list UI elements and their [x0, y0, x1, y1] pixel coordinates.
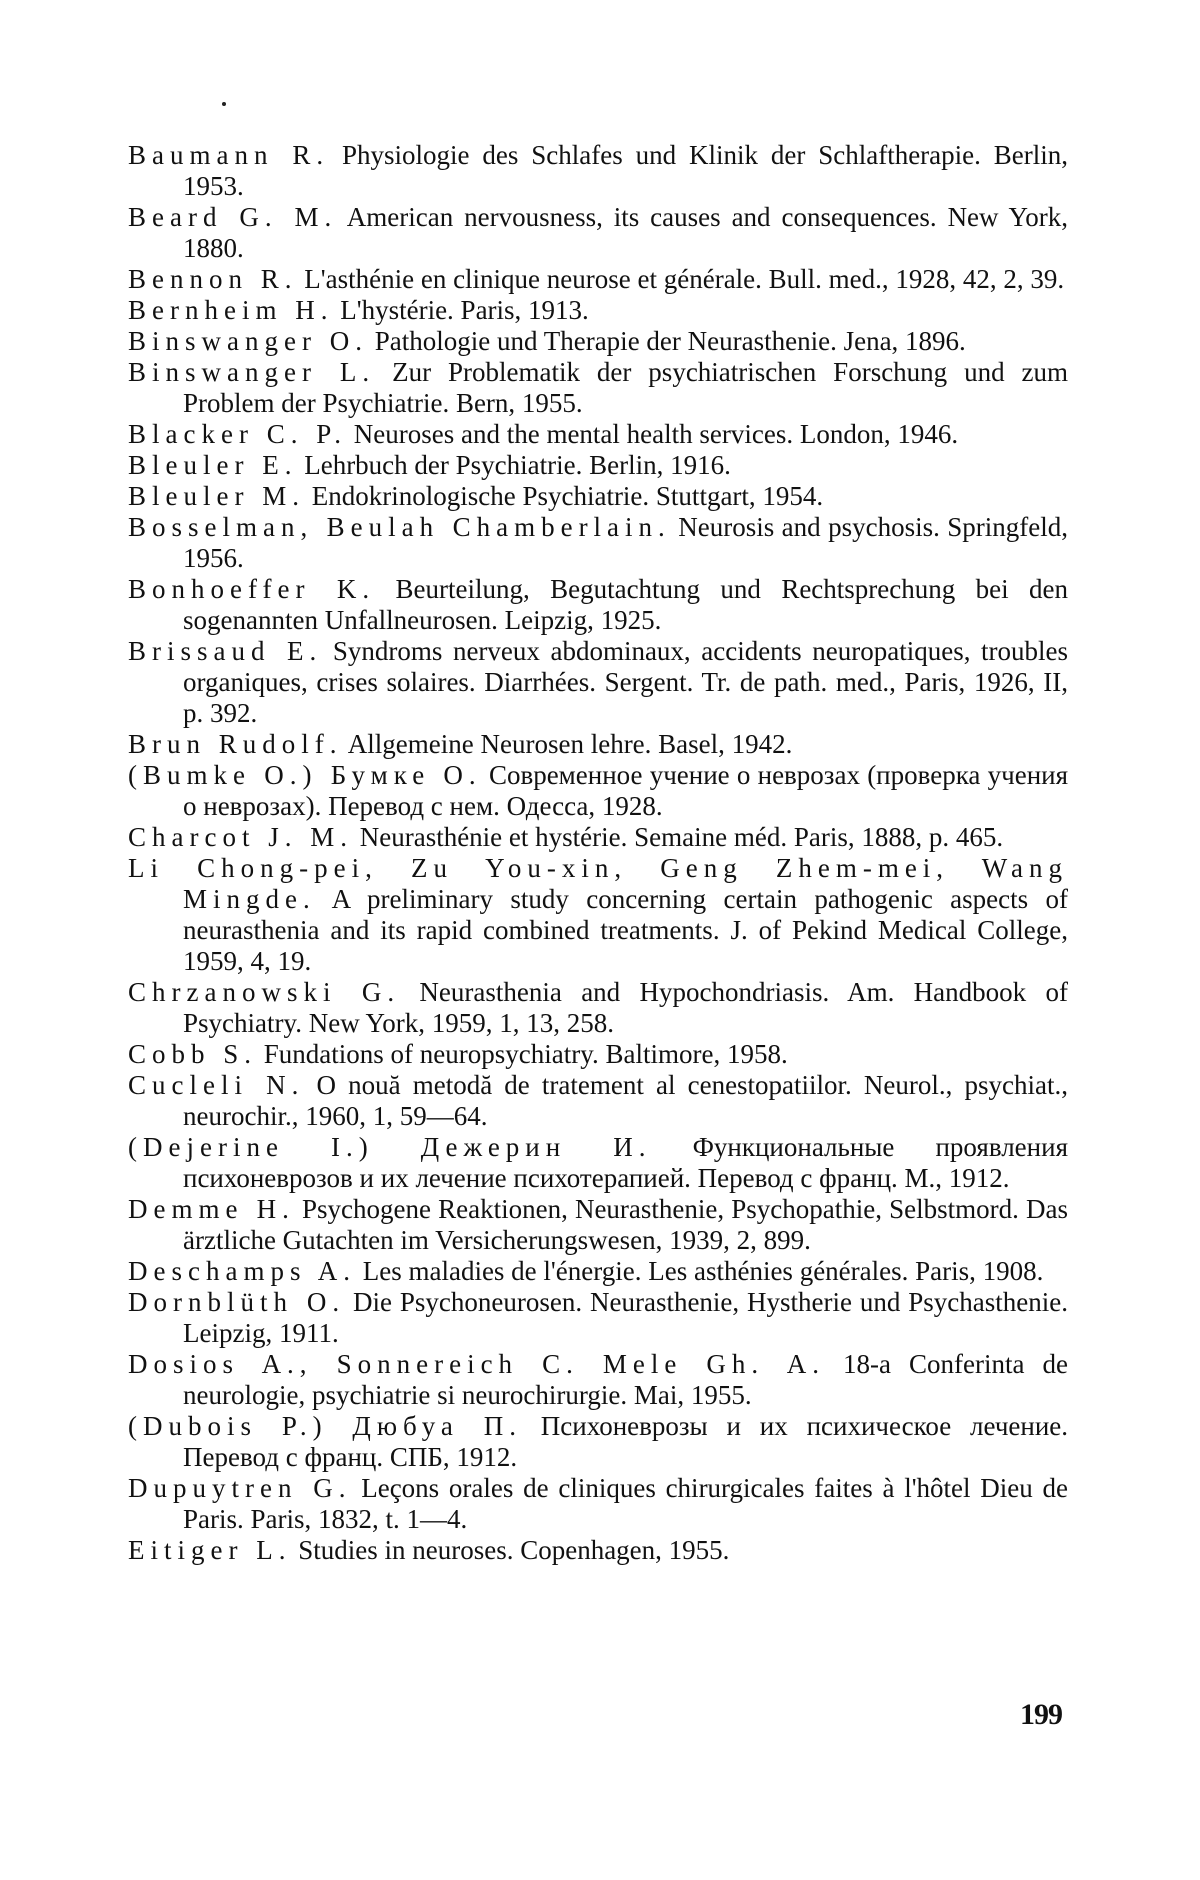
reference-author: Bleuler M. [128, 481, 305, 511]
reference-text: Studies in neuroses. Copenhagen, 1955. [298, 1535, 730, 1565]
reference-entry [128, 853, 1068, 977]
reference-text: Neurosis and psychosis. Springfeld, 1956. [183, 512, 1068, 573]
reference-entry [128, 1070, 1068, 1132]
reference-entry [128, 636, 1068, 729]
reference-author: Bernheim H. [128, 295, 334, 325]
reference-author: Brissaud E. [128, 636, 323, 666]
reference-text: O nouă metodă de tratement al cenestopatiilor. Neurol., psychiat., neurochir., 1960, 1, 59—64. [183, 1070, 1068, 1131]
reference-text: Neurasthénie et hystérie. Semaine méd. Paris, 1888, p. 465. [359, 822, 1004, 852]
reference-entry [128, 1132, 1068, 1194]
reference-text: Neuroses and the mental health services. London, 1946. [353, 419, 959, 449]
reference-author: Baumann R. [128, 140, 330, 170]
reference-entry [128, 140, 1068, 202]
reference-author: Dornblüth O. [128, 1287, 346, 1317]
reference-text: A preliminary study concerning certain pathogenic aspects of neurasthenia and its rapid combined treatments. J. of Pekind Medical College, 1959, 4, 19. [183, 884, 1069, 976]
reference-author: (Dejerine I.) Дежерин И. [128, 1132, 652, 1162]
reference-text: Les maladies de l'énergie. Les asthénies générales. Paris, 1908. [362, 1256, 1044, 1286]
page-speck [222, 102, 226, 106]
reference-text: Психоневрозы и их психическое лечение. Перевод с франц. СПБ, 1912. [183, 1411, 1069, 1472]
reference-entry [128, 977, 1068, 1039]
reference-text: Lehrbuch der Psychiatrie. Berlin, 1916. [304, 450, 731, 480]
reference-author: Chrzanowski G. [128, 977, 401, 1007]
reference-text: American nervousness, its causes and consequences. New York, 1880. [183, 202, 1068, 263]
page-number: 199 [1020, 1698, 1062, 1731]
reference-text: L'hystérie. Paris, 1913. [340, 295, 589, 325]
reference-author: Dupuytren G. [128, 1473, 352, 1503]
reference-text: Allgemeine Neurosen lehre. Basel, 1942. [347, 729, 793, 759]
reference-entry [128, 1411, 1068, 1473]
reference-text: Fundations of neuropsychiatry. Baltimore, 1958. [263, 1039, 788, 1069]
reference-author: Dosios A., Sonnereich C. Mele Gh. A. [128, 1349, 825, 1379]
reference-text: Psychogene Reaktionen, Neurasthenie, Psychopathie, Selbstmord. Das ärztliche Gutachten im Versicherungswesen, 1939, 2, 899. [183, 1194, 1069, 1255]
reference-author: Li Chong-pei, Zu You-xin, Geng Zhem-mei, Wang Mingde. [128, 853, 1068, 914]
reference-author: Binswanger L. [128, 357, 376, 387]
reference-list [128, 140, 1068, 1566]
reference-entry [128, 326, 1068, 357]
reference-entry [128, 729, 1068, 760]
reference-author: Blacker C. P. [128, 419, 347, 449]
reference-entry [128, 1473, 1068, 1535]
reference-entry [128, 1287, 1068, 1349]
reference-entry [128, 264, 1068, 295]
reference-author: (Bumke O.) Бумке О. [128, 760, 482, 790]
reference-text: Функциональные проявления психоневрозов и их лечение психотерапией. Перевод с франц. М., 1912. [183, 1132, 1068, 1193]
reference-entry [128, 295, 1068, 326]
reference-text: Neurasthenia and Hypochondriasis. Am. Handbook of Psychiatry. New York, 1959, 1, 13, 258. [183, 977, 1068, 1038]
reference-author: Bennon R. [128, 264, 298, 294]
reference-author: Binswanger O. [128, 326, 368, 356]
reference-text: Beurteilung, Begutachtung und Rechtsprechung bei den sogenannten Unfallneurosen. Leipzig, 1925. [183, 574, 1068, 635]
reference-entry [128, 202, 1068, 264]
reference-author: Cobb S. [128, 1039, 258, 1069]
reference-author: Bosselman, Beulah Chamberlain. [128, 512, 671, 542]
reference-entry [128, 1256, 1068, 1287]
reference-author: Charcot J. M. [128, 822, 353, 852]
reference-author: Bleuler E. [128, 450, 298, 480]
reference-text: Современное учение о неврозах (проверка учения о неврозах). Перевод с нем. Одесса, 1928. [183, 760, 1069, 821]
reference-entry [128, 822, 1068, 853]
reference-author: Cucleli N. [128, 1070, 305, 1100]
reference-text: Die Psychoneurosen. Neurasthenie, Hystherie und Psychasthenie. Leipzig, 1911. [183, 1287, 1068, 1348]
reference-author: Brun Rudolf. [128, 729, 343, 759]
reference-text: L'asthénie en clinique neurose et générale. Bull. med., 1928, 42, 2, 39. [304, 264, 1065, 294]
reference-entry [128, 1349, 1068, 1411]
reference-author: Demme H. [128, 1194, 295, 1224]
reference-entry [128, 760, 1068, 822]
reference-entry [128, 357, 1068, 419]
reference-entry [128, 512, 1068, 574]
reference-entry [128, 1039, 1068, 1070]
reference-entry [128, 481, 1068, 512]
reference-text: Zur Problematik der psychiatrischen Forschung und zum Problem der Psychiatrie. Bern, 1955. [183, 357, 1069, 418]
reference-author: Beard G. M. [128, 202, 338, 232]
reference-text: Pathologie und Therapie der Neurasthenie. Jena, 1896. [374, 326, 966, 356]
reference-text: Syndroms nerveux abdominaux, accidents neuropatiques, troubles organiques, crises solaires. Diarrhées. Sergent. Tr. de path. med., Paris, 1926, II, p. 392. [183, 636, 1068, 728]
reference-entry [128, 1535, 1068, 1566]
reference-author: Bonhoeffer K. [128, 574, 376, 604]
reference-author: (Dubois P.) Дюбуа П. [128, 1411, 522, 1441]
reference-entry [128, 450, 1068, 481]
reference-entry [128, 574, 1068, 636]
reference-entry [128, 419, 1068, 450]
reference-text: Physiologie des Schlafes und Klinik der Schlaftherapie. Berlin, 1953. [183, 140, 1069, 201]
reference-author: Deschamps A. [128, 1256, 356, 1286]
reference-entry [128, 1194, 1068, 1256]
reference-text: Leçons orales de cliniques chirurgicales faites à l'hôtel Dieu de Paris. Paris, 1832, t. 1—4. [183, 1473, 1068, 1534]
reference-author: Eitiger L. [128, 1535, 292, 1565]
reference-text: Endokrinologische Psychiatrie. Stuttgart, 1954. [311, 481, 824, 511]
reference-text: 18-a Conferinta de neurologie, psychiatrie si neurochirurgie. Mai, 1955. [183, 1349, 1069, 1410]
